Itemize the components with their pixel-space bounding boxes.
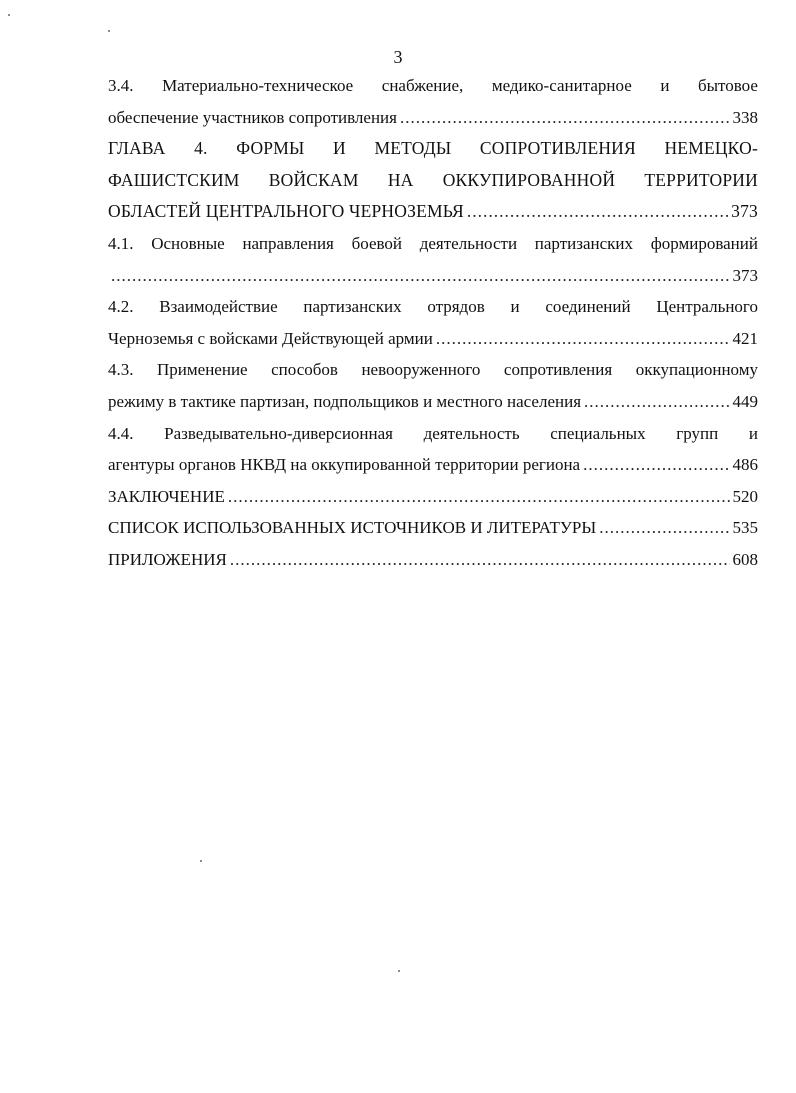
toc-word: деятельность — [423, 423, 520, 443]
toc-page-number: 338 — [732, 107, 758, 127]
toc-word: Центрального — [656, 297, 758, 317]
dot-leader — [436, 323, 730, 355]
toc-entry-4-2 — [108, 291, 758, 354]
toc-word: групп — [676, 423, 719, 443]
toc-word: 4.1. — [108, 233, 134, 253]
toc-line-last — [108, 449, 758, 481]
toc-word: партизанских — [534, 233, 633, 253]
toc-word: медико-санитарное — [491, 76, 632, 95]
dot-leader — [584, 386, 729, 418]
toc-word: 3.4. — [108, 76, 134, 95]
dot-leader — [230, 544, 730, 576]
toc-word: НЕМЕЦКО- — [664, 138, 758, 159]
scan-speck — [108, 30, 110, 32]
toc-entry-sources — [108, 512, 758, 544]
toc-word: ГЛАВА — [108, 138, 166, 159]
toc-word: НА — [387, 169, 414, 190]
toc-word: 4.4. — [108, 423, 134, 443]
toc-word: способов — [271, 360, 338, 380]
toc-entry-text: СПИСОК ИСПОЛЬЗОВАННЫХ ИСТОЧНИКОВ И ЛИТЕРАТУРЫ — [108, 518, 597, 538]
toc-word: И — [333, 138, 346, 159]
scan-speck — [398, 970, 400, 972]
toc-word: ФОРМЫ — [236, 138, 305, 159]
toc-word: оккупационному — [635, 360, 758, 380]
toc-page-number: 373 — [731, 201, 758, 222]
toc-page-number: 373 — [732, 265, 758, 285]
toc-line-justified — [108, 354, 758, 386]
toc-word: соединений — [545, 297, 631, 317]
toc-entry-text: Черноземья с войсками Действующей армии — [108, 328, 433, 348]
toc-line-last — [108, 323, 758, 355]
toc-entry-text: режиму в тактике партизан, подпольщиков и местного населения — [108, 391, 582, 411]
toc-page-number: 486 — [732, 455, 758, 475]
toc-word: направления — [242, 233, 334, 253]
dot-leader — [228, 481, 730, 513]
toc-word: Разведывательно-диверсионная — [164, 423, 393, 443]
toc-word: ОККУПИРОВАННОЙ — [442, 169, 616, 190]
scan-speck — [200, 860, 202, 862]
toc-word: сопротивления — [503, 360, 613, 380]
toc-word: и — [748, 423, 758, 443]
toc-word: специальных — [550, 423, 646, 443]
toc-page-number: 520 — [732, 486, 758, 506]
dot-leader — [467, 196, 728, 228]
toc-word: 4.3. — [108, 360, 134, 380]
toc-entry-4-1 — [108, 228, 758, 291]
toc-word: 4.2. — [108, 297, 134, 317]
page-number: 3 — [393, 47, 403, 67]
toc-line-justified — [108, 165, 758, 197]
toc-line-justified — [108, 70, 758, 102]
toc-entry-text: обеспечение участников сопротивления — [108, 107, 397, 127]
toc-line-justified — [108, 228, 758, 260]
table-of-contents — [108, 70, 758, 576]
dot-leader — [111, 260, 730, 292]
toc-word: 4. — [194, 138, 208, 159]
dot-leader — [583, 449, 729, 481]
toc-entry-appendices — [108, 544, 758, 576]
toc-entry-chapter-4 — [108, 133, 758, 228]
toc-entry-4-4 — [108, 418, 758, 481]
toc-entry-4-3 — [108, 354, 758, 417]
toc-word: снабжение, — [381, 76, 464, 95]
toc-entry-text: ЗАКЛЮЧЕНИЕ — [108, 486, 225, 506]
scan-speck — [8, 14, 10, 16]
toc-page-number: 449 — [732, 391, 758, 411]
toc-page-number: 535 — [732, 518, 758, 538]
toc-word: Применение — [157, 360, 248, 380]
toc-entry-text: ОБЛАСТЕЙ ЦЕНТРАЛЬНОГО ЧЕРНОЗЕМЬЯ — [108, 201, 464, 222]
toc-word: бытовое — [697, 76, 758, 95]
toc-page-number: 421 — [732, 328, 758, 348]
toc-word: СОПРОТИВЛЕНИЯ — [479, 138, 636, 159]
toc-line-justified — [108, 291, 758, 323]
toc-line-last — [108, 196, 758, 228]
toc-word: деятельности — [419, 233, 518, 253]
toc-word: Взаимодействие — [159, 297, 278, 317]
toc-word: Основные — [151, 233, 225, 253]
dot-leader — [400, 102, 730, 134]
toc-line-last — [108, 102, 758, 134]
toc-entry-3-4 — [108, 70, 758, 133]
toc-line-justified — [108, 133, 758, 165]
dot-leader — [599, 512, 729, 544]
toc-entry-conclusion — [108, 481, 758, 513]
toc-word: формирований — [650, 233, 758, 253]
toc-word: ФАШИСТСКИМ — [108, 169, 240, 190]
toc-word: невооруженного — [361, 360, 481, 380]
toc-word: Материально-техническое — [162, 76, 354, 95]
toc-line-last — [108, 260, 758, 292]
toc-word: МЕТОДЫ — [374, 138, 452, 159]
toc-word: отрядов — [427, 297, 485, 317]
toc-word: ВОЙСКАМ — [268, 169, 359, 190]
toc-word: и — [660, 76, 670, 95]
toc-word: и — [510, 297, 520, 317]
toc-line-last — [108, 386, 758, 418]
toc-line-justified — [108, 418, 758, 450]
toc-word: ТЕРРИТОРИИ — [644, 169, 758, 190]
toc-page-number: 608 — [732, 549, 758, 569]
toc-word: боевой — [351, 233, 403, 253]
toc-entry-text: ПРИЛОЖЕНИЯ — [108, 549, 227, 569]
toc-word: партизанских — [303, 297, 402, 317]
toc-entry-text: агентуры органов НКВД на оккупированной территории региона — [108, 455, 581, 475]
